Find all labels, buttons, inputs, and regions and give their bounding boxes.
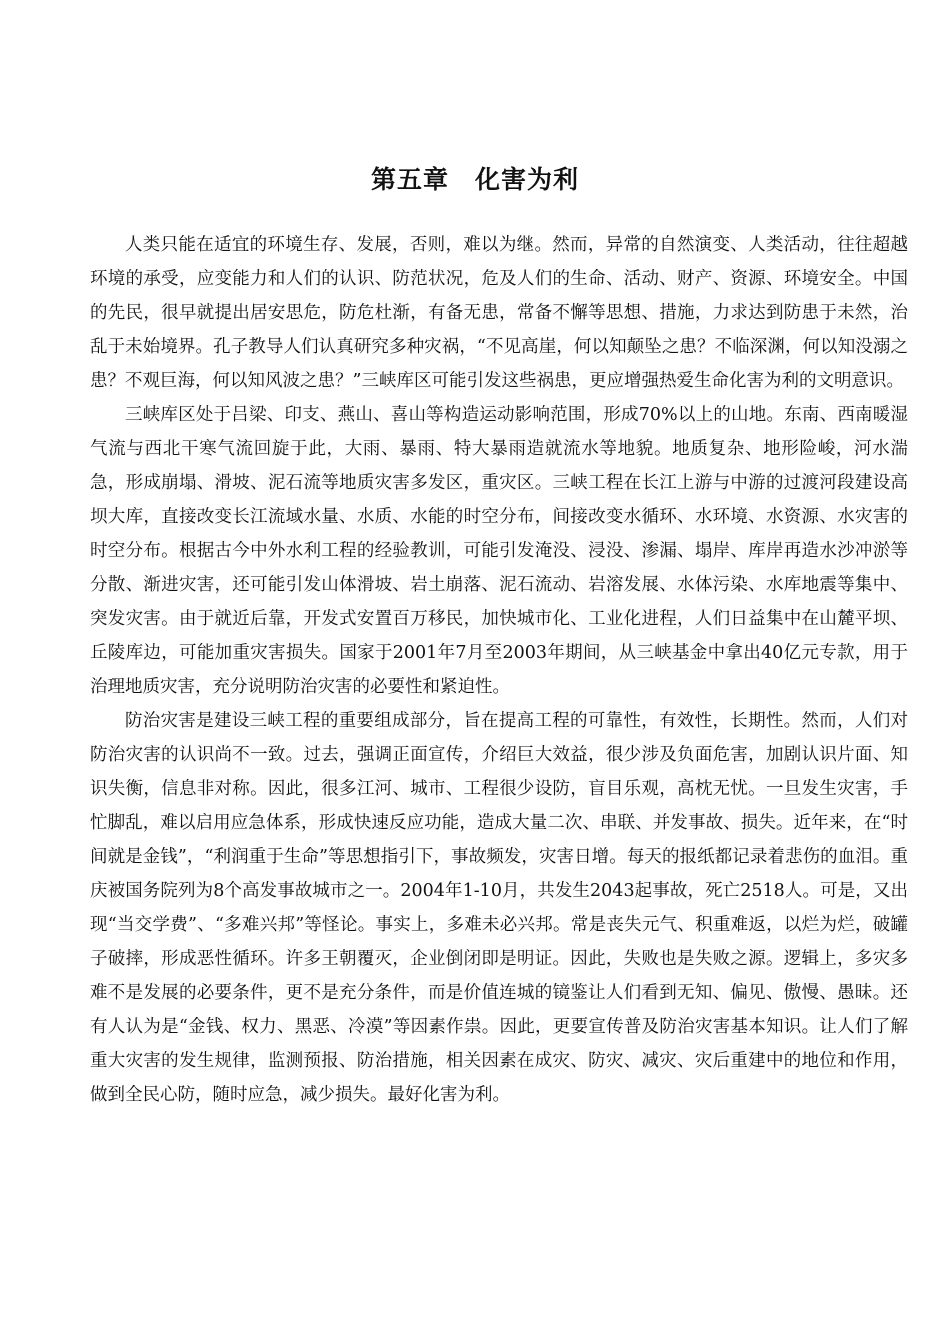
paragraph-3: 防治灾害是建设三峡工程的重要组成部分，旨在提高工程的可靠性，有效性，长期性。然而，人们对防治灾害的认识尚不一致。过去，强调正面宣传，介绍巨大效益，很少涉及负面危害，加剧认识片面、知识失衡，信息非对称。因此，很多江河、城市、工程很少设防，盲目乐观，高枕无忧。一旦发生灾害，手忙脚乱，难以启用应急体系，形成快速反应功能，造成大量二次、串联、并发事故、损失。近年来，在“时间就是金钱”，“利润重于生命”等思想指引下，事故频发，灾害日增。每天的报纸都记录着悲伤的血泪。重庆被国务院列为8个高发事故城市之一。2004年1-10月，共发生2043起事故，死亡2518人。可是，又出现“当交学费”、“多难兴邦”等怪论。事实上，多难未必兴邦。常是丧失元气、积重难返，以烂为烂，破罐子破摔，形成恶性循环。许多王朝覆灭，企业倒闭即是明证。因此，失败也是失败之源。逻辑上，多灾多难不是发展的必要条件，更不是充分条件，而是价值连城的镜鉴让人们看到无知、偏见、傲慢、愚昧。还有人认为是“金钱、权力、黑恶、冷漠”等因素作祟。因此，更要宣传普及防治灾害基本知识。让人们了解重大灾害的发生规律，监测预报、防治措施，相关因素在成灾、防灾、减灾、灾后重建中的地位和作用，做到全民心防，随时应急，减少损失。最好化害为利。 — [90, 711, 908, 1105]
chapter-title: 第五章 化害为利 — [370, 164, 579, 194]
paragraph-1: 人类只能在适宜的环境生存、发展，否则，难以为继。然而，异常的自然演变、人类活动，往往超越环境的承受，应变能力和人们的认识、防范状况，危及人们的生命、活动、财产、资源、环境安全。中国的先民，很早就提出居安思危，防危杜渐，有备无患，常备不懈等思想、措施，力求达到防患于未然，治乱于未始境界。孔子教导人们认真研究多种灾祸，“不见高崖，何以知颠坠之患？不临深渊，何以知没溺之患？不观巨海，何以知风波之患？”三峡库区可能引发这些祸患，更应增强热爱生命化害为利的文明意识。 — [90, 235, 908, 391]
paragraph-2: 三峡库区处于吕梁、印支、燕山、喜山等构造运动影响范围，形成70%以上的山地。东南、西南暖湿气流与西北干寒气流回旋于此，大雨、暴雨、特大暴雨造就流水等地貌。地质复杂、地形险峻，河水湍急，形成崩塌、滑坡、泥石流等地质灾害多发区，重灾区。三峡工程在长江上游与中游的过渡河段建设高坝大库，直接改变长江流域水量、水质、水能的时空分布，间接改变水循环、水环境、水资源、水灾害的时空分布。根据古今中外水利工程的经验教训，可能引发淹没、浸没、渗漏、塌岸、库岸再造水沙冲淤等分散、渐进灾害，还可能引发山体滑坡、岩土崩落、泥石流动、岩溶发展、水体污染、水库地震等集中、突发灾害。由于就近后靠，开发式安置百万移民，加快城市化、工业化进程，人们日益集中在山麓平坝、丘陵库边，可能加重灾害损失。国家于2001年7月至2003年期间，从三峡基金中拿出40亿元专款，用于治理地质灾害，充分说明防治灾害的必要性和紧迫性。 — [90, 405, 908, 697]
body-text — [90, 228, 908, 1112]
